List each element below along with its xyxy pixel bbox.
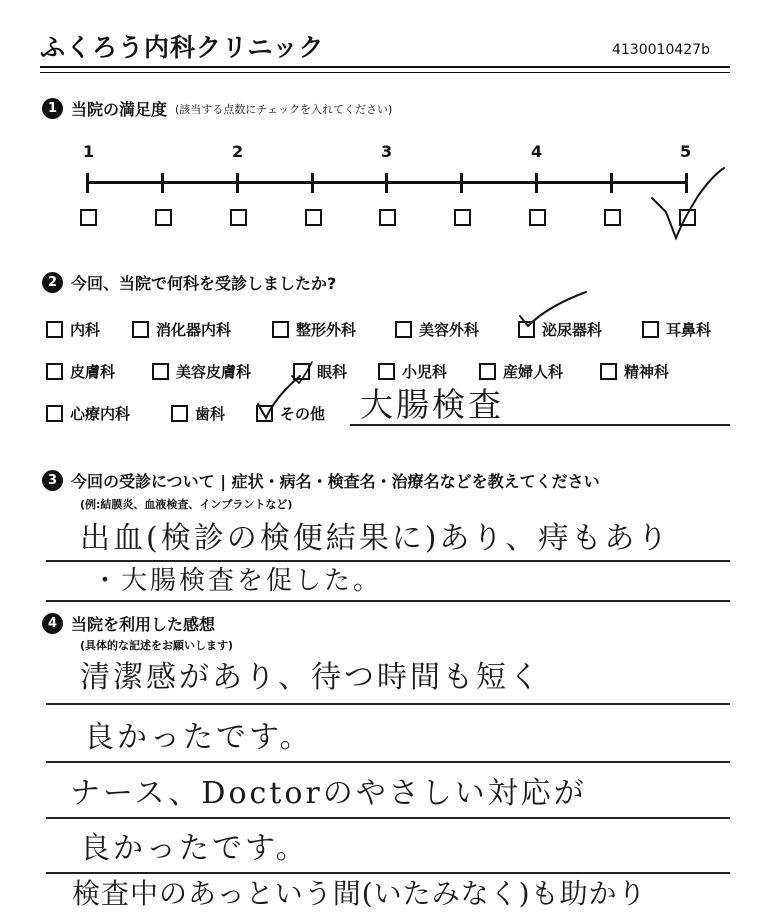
q4-answer-line-5: 検査中のあっという間(いたみなく)も助かり: [72, 877, 647, 910]
scale-label-4: 4: [531, 142, 543, 161]
option-jibika[interactable]: 耳鼻科: [642, 319, 711, 340]
q2-title: 今回、当院で何科を受診しましたか?: [71, 274, 337, 293]
q4-answer-line-3: ナース、Doctorのやさしい対応が: [70, 776, 587, 811]
q4-number-badge: 4: [42, 613, 63, 634]
scale-label-1: 1: [83, 142, 95, 161]
q1-title: 当院の満足度: [71, 100, 168, 119]
option-seishinka[interactable]: 精神科: [600, 361, 669, 382]
option-biyo-geka[interactable]: 美容外科: [395, 319, 479, 340]
q3-answer-line-2: ・大腸検査を促した。: [92, 566, 383, 596]
option-biyo-hifuka[interactable]: 美容皮膚科: [152, 361, 251, 382]
q4-answer-line-4: 良かったです。: [80, 831, 309, 866]
q3-example: (例:結膜炎、血液検査、インプラントなど): [80, 498, 293, 511]
sonota-checkmark: [258, 376, 300, 418]
option-shika[interactable]: 歯科: [171, 403, 225, 424]
option-ganka[interactable]: 眼科: [293, 361, 347, 382]
q1-note: (該当する点数にチェックを入れてください): [175, 102, 393, 116]
option-shonika[interactable]: 小児科: [378, 361, 447, 382]
q4-answer-line-2: 良かったです。: [84, 720, 313, 755]
option-sanfujinka[interactable]: 産婦人科: [479, 361, 563, 382]
q3-title: 今回の受診について | 症状・病名・検査名・治療名などを教えてください: [71, 472, 600, 491]
option-naika[interactable]: 内科: [46, 319, 100, 340]
option-seikei-geka[interactable]: 整形外科: [272, 319, 356, 340]
option-hinyokika[interactable]: 泌尿器科: [518, 319, 602, 340]
document-id: 4130010427b: [612, 42, 710, 58]
option-hifuka[interactable]: 皮膚科: [46, 361, 115, 382]
option-sonota[interactable]: その他: [256, 403, 325, 424]
rating-5-checkmark: [652, 168, 724, 238]
scale-label-2: 2: [232, 142, 244, 161]
q1-number-badge: 1: [42, 98, 63, 119]
option-shokaki-naika[interactable]: 消化器内科: [132, 319, 231, 340]
q3-number-badge: 3: [42, 470, 63, 491]
option-shinryo-naika[interactable]: 心療内科: [46, 403, 130, 424]
q4-answer-line-1: 清潔感があり、待つ時間も短く: [80, 660, 542, 695]
scale-label-3: 3: [381, 142, 393, 161]
q4-title: 当院を利用した感想: [71, 615, 216, 634]
q3-answer-line-1: 出血(検診の検便結果に)あり、痔もあり: [80, 521, 671, 556]
hinyokika-checkmark: [520, 292, 586, 326]
q2-number-badge: 2: [42, 272, 63, 293]
scale-label-5: 5: [680, 142, 692, 161]
q4-note: (具体的な記述をお願いします): [80, 639, 234, 652]
clinic-name: ふくろう内科クリニック: [40, 33, 325, 62]
other-answer-handwriting: 大腸検査: [360, 385, 504, 424]
